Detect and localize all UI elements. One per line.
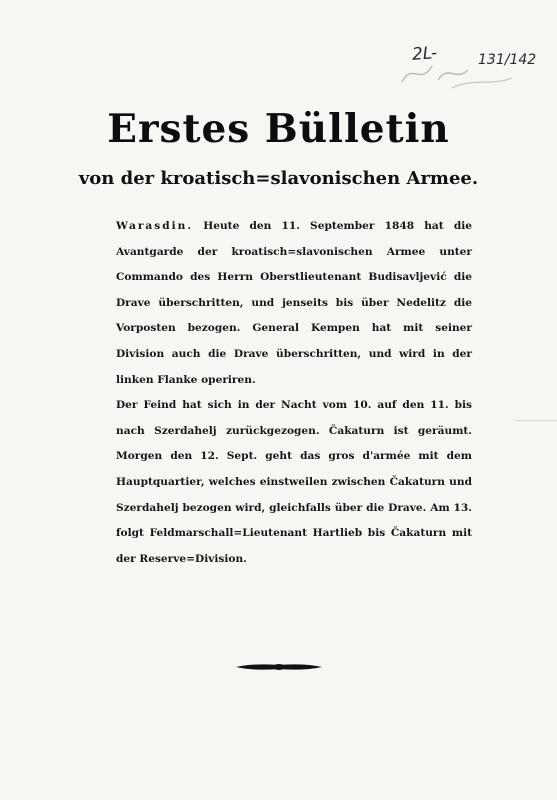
paragraph-1-text: Heute den 11. September 1848 hat die Avantgarde der kroatisch=slavonischen Armee unter Commando des Herrn Oberstlieutenant Budisavljević die Drave überschritten, und jenseits bis über Nedelitz die Vorposten bezogen. General Kempen hat mit seiner Division auch die Drave überschritten, und wird in der linken Flanke operiren.	[116, 220, 472, 386]
document-title: Erstes Bülletin	[107, 106, 450, 152]
document-subtitle: von der kroatisch=slavonischen Armee.	[78, 168, 479, 189]
paper-crease	[514, 420, 557, 421]
bulletin-body	[116, 214, 472, 572]
archive-reference: 131/142	[478, 52, 537, 68]
paragraph-2: Der Feind hat sich in der Nacht vom 10. auf den 11. bis nach Szerdahelj zurückgezogen. Čakaturn ist geräumt. Morgen den 12. Sept. geht das gros d'armée mit dem Hauptquartier, welches einstweilen zwischen Čakaturn und Szerdahelj bezogen wird, gleichfalls über die Drave. Am 13. folgt Feldmarschall=Lieutenant Hartlieb bis Čakaturn mit der Reserve=Division.	[116, 399, 472, 565]
paragraph-1	[116, 214, 472, 393]
archive-mark: 2L-	[411, 43, 438, 65]
place-name: Warasdin.	[116, 220, 194, 232]
ornament-divider	[234, 660, 324, 674]
